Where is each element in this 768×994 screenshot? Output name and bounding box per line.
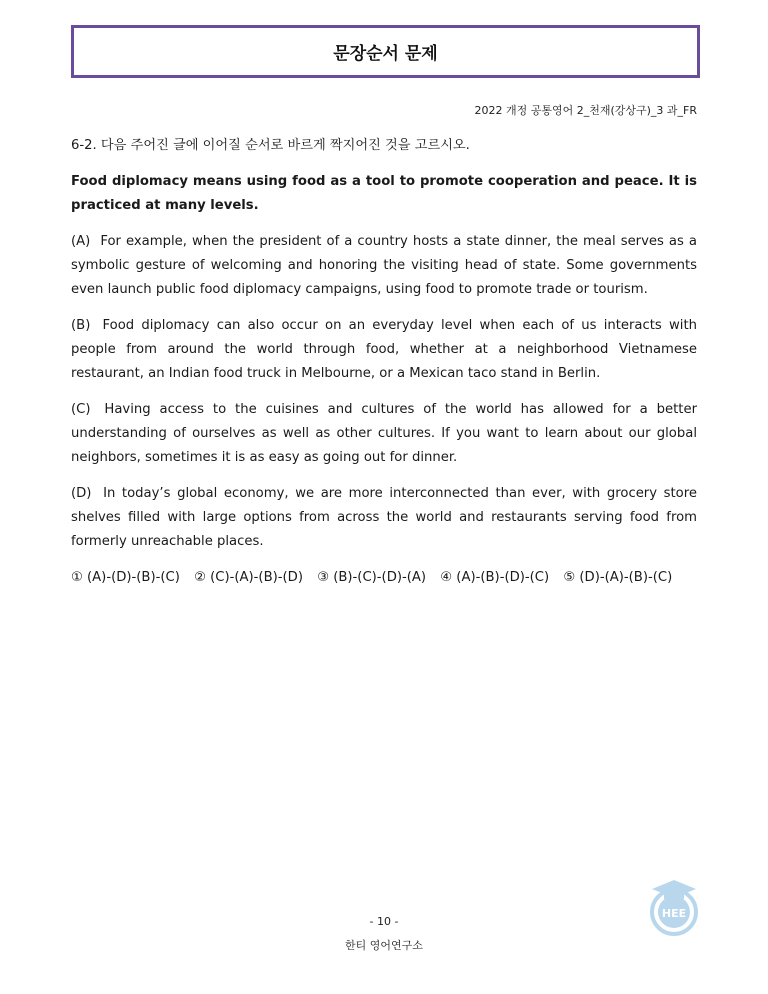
paragraph-a	[71, 230, 697, 302]
paragraph-text: Having access to the cuisines and cultures of the world has allowed for a better understanding of ourselves as well as other cultures. If you want to learn about our global neighbors, sometimes it is as easy as going out for dinner.	[71, 402, 697, 465]
paragraph-c	[71, 398, 697, 470]
course-label: 2022 개정 공통영어 2_천재(강상구)_3 과_FR	[474, 104, 697, 117]
paragraph-tag: (A)	[71, 234, 91, 249]
paragraph-tag: (B)	[71, 318, 91, 333]
page-title: 문장순서 문제	[333, 44, 438, 64]
choice-2[interactable]: ② (C)-(A)-(B)-(D)	[194, 570, 303, 585]
logo-text: HEE	[661, 907, 687, 920]
organization-name: 한티 영어연구소	[345, 939, 423, 952]
choice-5[interactable]: ⑤ (D)-(A)-(B)-(C)	[563, 570, 673, 585]
question-content	[71, 134, 697, 590]
paragraph-text: Food diplomacy can also occur on an everyday level when each of us interacts with people from around the world through food, whether at a neighborhood Vietnamese restaurant, an Indian food truck in Melbourne, or a Mexican taco stand in Berlin.	[71, 318, 697, 381]
title-box	[71, 25, 700, 78]
paragraph-text: In today’s global economy, we are more interconnected than ever, with grocery store shelves filled with large options from across the world and restaurants serving food from formerly unreachable places.	[71, 486, 697, 549]
paragraph-tag: (D)	[71, 486, 92, 501]
choice-4[interactable]: ④ (A)-(B)-(D)-(C)	[440, 570, 550, 585]
lead-sentence: Food diplomacy means using food as a tool to promote cooperation and peace. It is practiced at many levels.	[71, 174, 697, 213]
paragraph-d	[71, 482, 697, 554]
paragraph-tag: (C)	[71, 402, 91, 417]
paragraph-text: For example, when the president of a country hosts a state dinner, the meal serves as a symbolic gesture of welcoming and honoring the visiting head of state. Some governments even launch public food diplomacy campaigns, using food to promote trade or tourism.	[71, 234, 697, 297]
hee-logo-icon	[640, 872, 708, 942]
choice-3[interactable]: ③ (B)-(C)-(D)-(A)	[317, 570, 427, 585]
paragraph-b	[71, 314, 697, 386]
question-prompt: 6-2. 다음 주어진 글에 이어질 순서로 바르게 짝지어진 것을 고르시오.	[71, 138, 470, 153]
answer-choices	[71, 566, 697, 590]
choice-1[interactable]: ① (A)-(D)-(B)-(C)	[71, 570, 180, 585]
page-number: - 10 -	[369, 915, 399, 928]
